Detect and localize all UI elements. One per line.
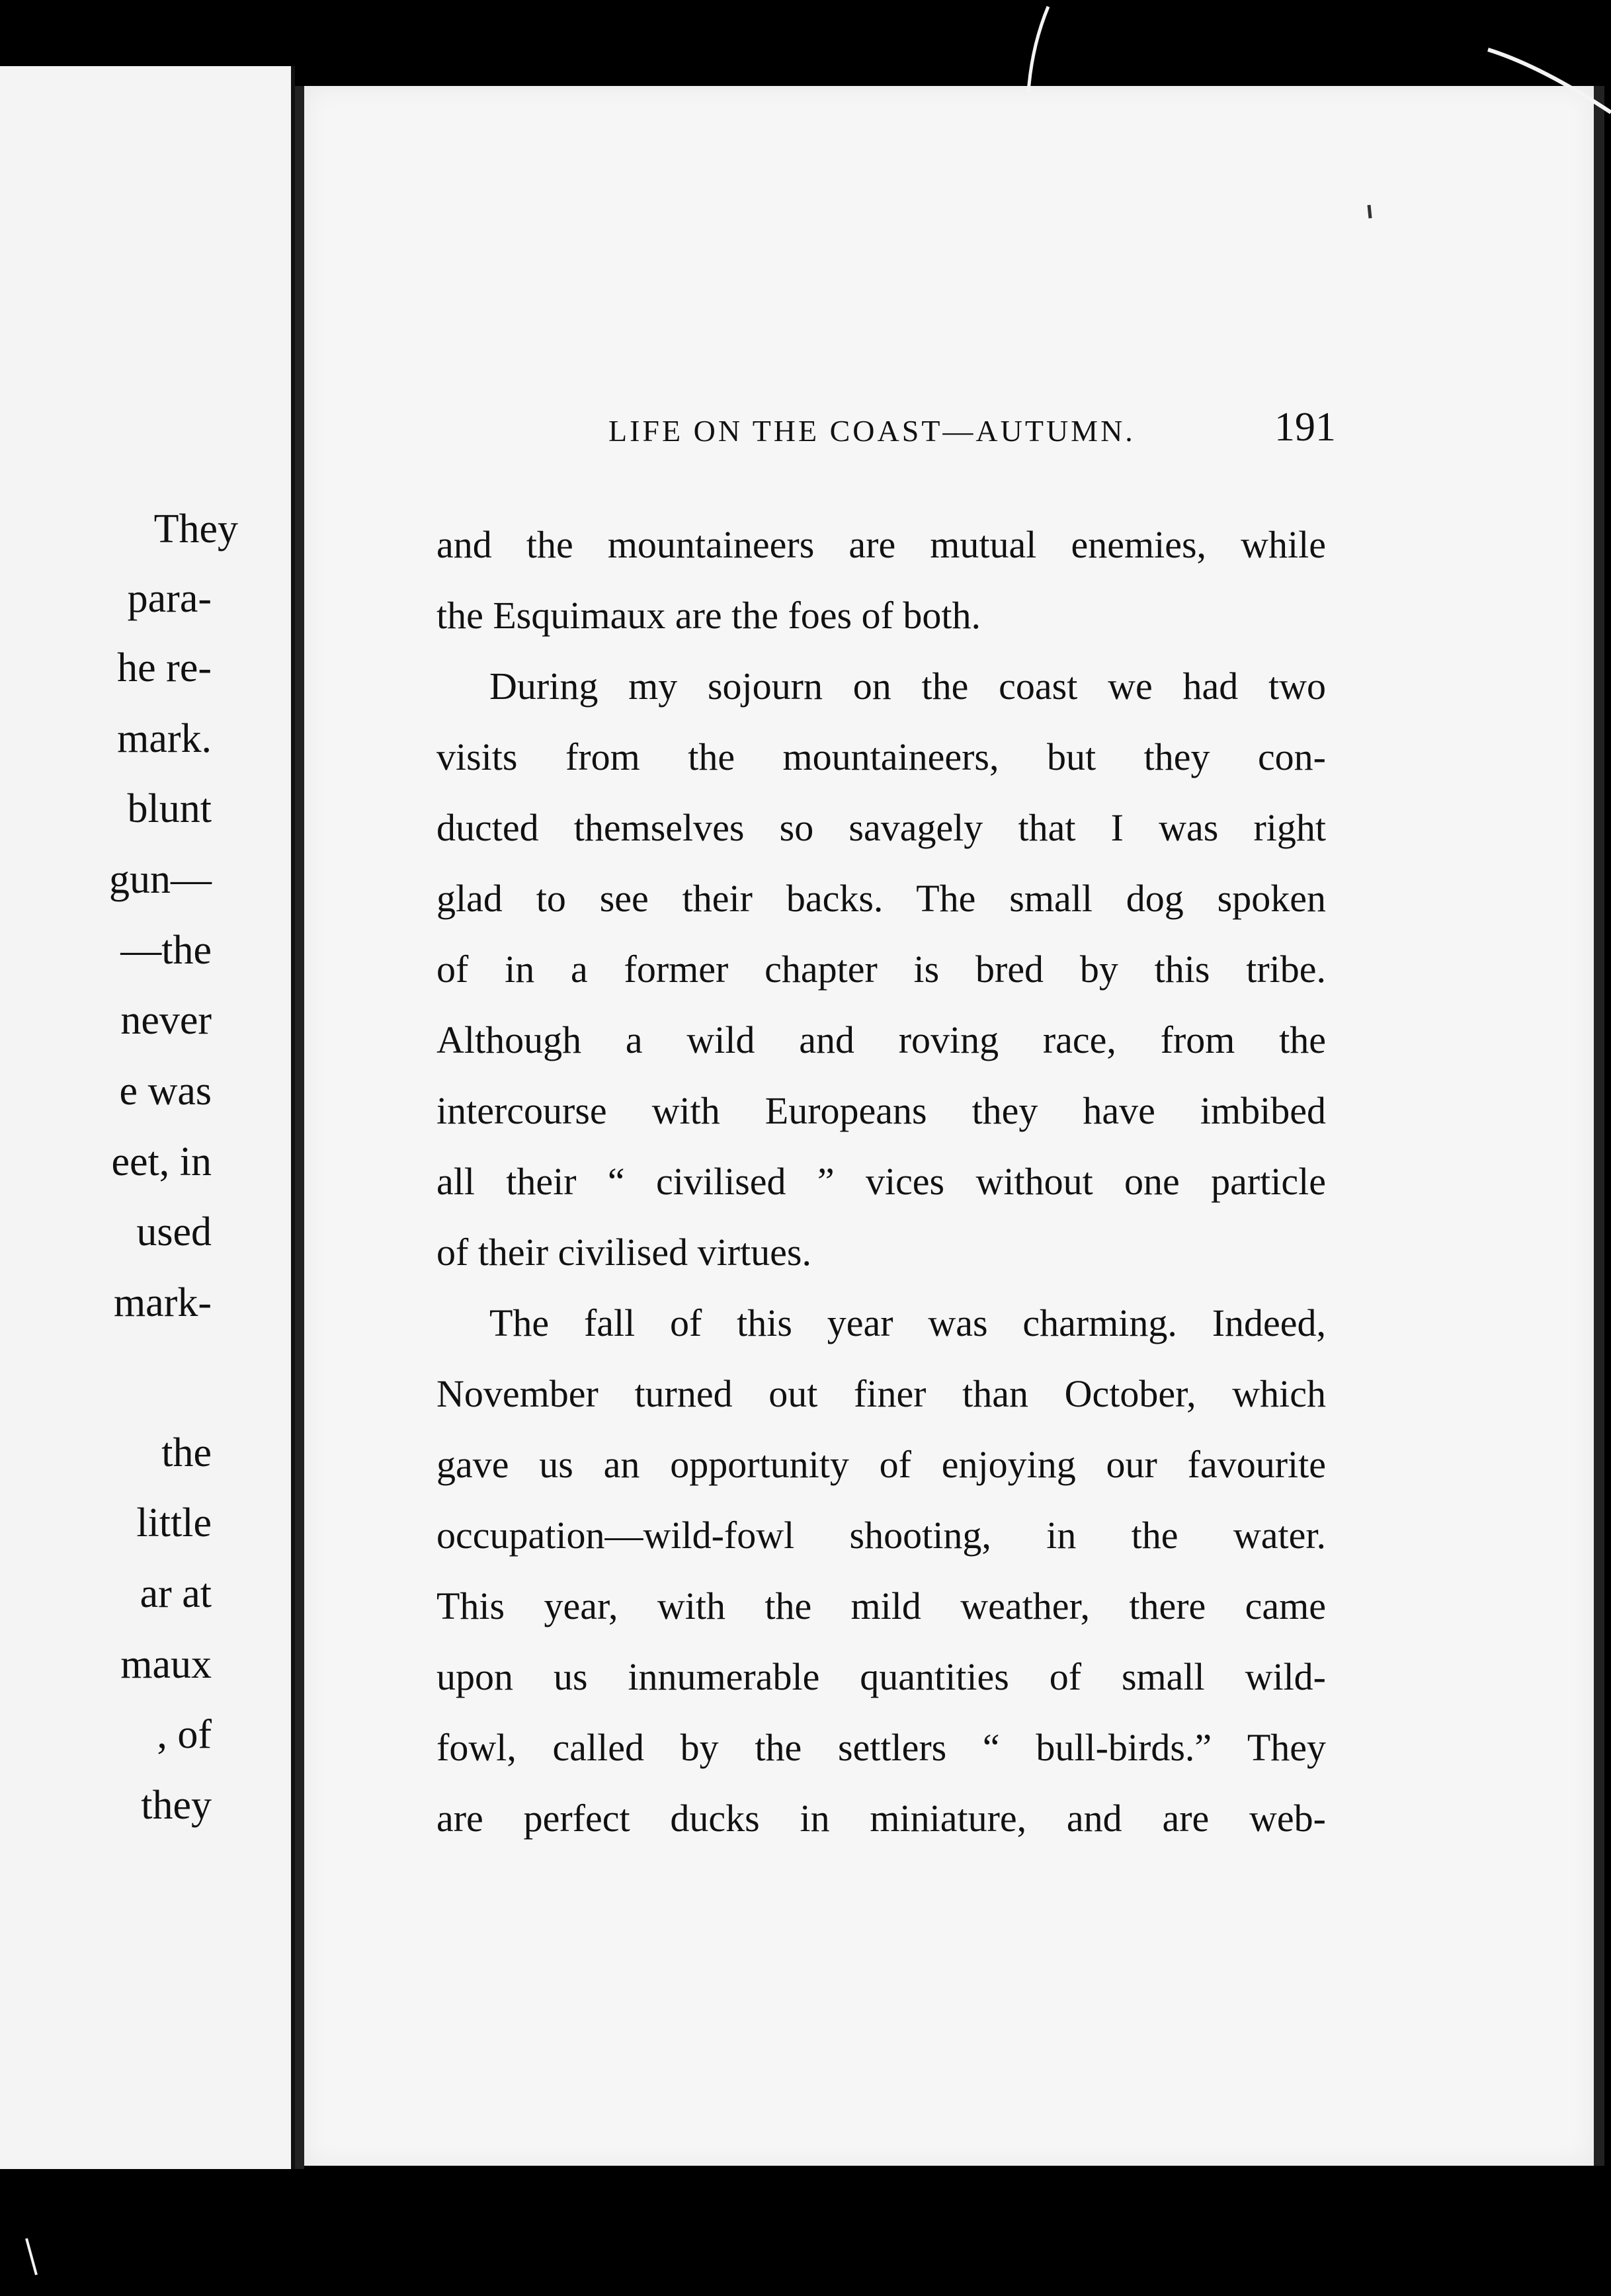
left-page-line: para- (127, 576, 212, 621)
left-page-line: maux (120, 1642, 212, 1687)
body-line: glad to see their backs. The small dog spoken (436, 877, 1326, 920)
left-page-line: they (141, 1783, 212, 1828)
body-line: the Esquimaux are the foes of both. (436, 594, 981, 637)
left-page-line: They (153, 507, 238, 552)
body-line: of their civilised virtues. (436, 1231, 811, 1274)
body-line: of in a former chapter is bred by this tribe. (436, 948, 1326, 991)
left-page-line: mark. (117, 716, 212, 761)
body-text (436, 509, 1326, 1854)
left-page-line: used (136, 1210, 212, 1254)
body-line: and the mountaineers are mutual enemies, while (436, 523, 1326, 566)
body-line: are perfect ducks in miniature, and are web- (436, 1797, 1326, 1840)
left-page-line: e was (119, 1069, 212, 1114)
book-gutter (295, 86, 304, 2169)
body-line: gave us an opportunity of enjoying our favourite (436, 1443, 1326, 1486)
left-page-line: the (161, 1430, 212, 1475)
body-line: During my sojourn on the coast we had two (489, 665, 1326, 708)
body-line: The fall of this year was charming. Indeed, (489, 1301, 1326, 1344)
left-page-line: little (136, 1500, 212, 1545)
left-page-line: gun— (109, 857, 212, 902)
body-line: upon us innumerable quantities of small wild- (436, 1655, 1326, 1698)
body-line: occupation—wild-fowl shooting, in the water. (436, 1514, 1326, 1557)
left-page-line: mark- (113, 1280, 212, 1325)
body-line: Although a wild and roving race, from the (436, 1018, 1326, 1061)
body-line: ducted themselves so savagely that I was right (436, 806, 1326, 849)
body-line: This year, with the mild weather, there came (436, 1584, 1326, 1627)
left-page-line: , of (157, 1712, 212, 1757)
left-page-line: eet, in (111, 1139, 212, 1184)
left-page-line: —the (120, 928, 212, 973)
left-page-line: blunt (127, 786, 212, 831)
previous-page-strip (0, 66, 295, 2169)
body-line: intercourse with Europeans they have imbibed (436, 1089, 1326, 1132)
page-number: 191 (1274, 405, 1336, 450)
running-title: LIFE ON THE COAST—AUTUMN. (608, 414, 1136, 448)
left-page-line: ar at (140, 1571, 212, 1616)
left-page-line: never (120, 998, 212, 1043)
body-line: November turned out finer than October, which (436, 1372, 1326, 1415)
running-header (304, 405, 1336, 466)
body-line: visits from the mountaineers, but they con- (436, 735, 1326, 778)
left-page-line: he re- (117, 645, 212, 690)
body-line: fowl, called by the settlers “ bull-birds.” They (436, 1726, 1326, 1769)
body-line: all their “ civilised ” vices without one particle (436, 1160, 1326, 1203)
